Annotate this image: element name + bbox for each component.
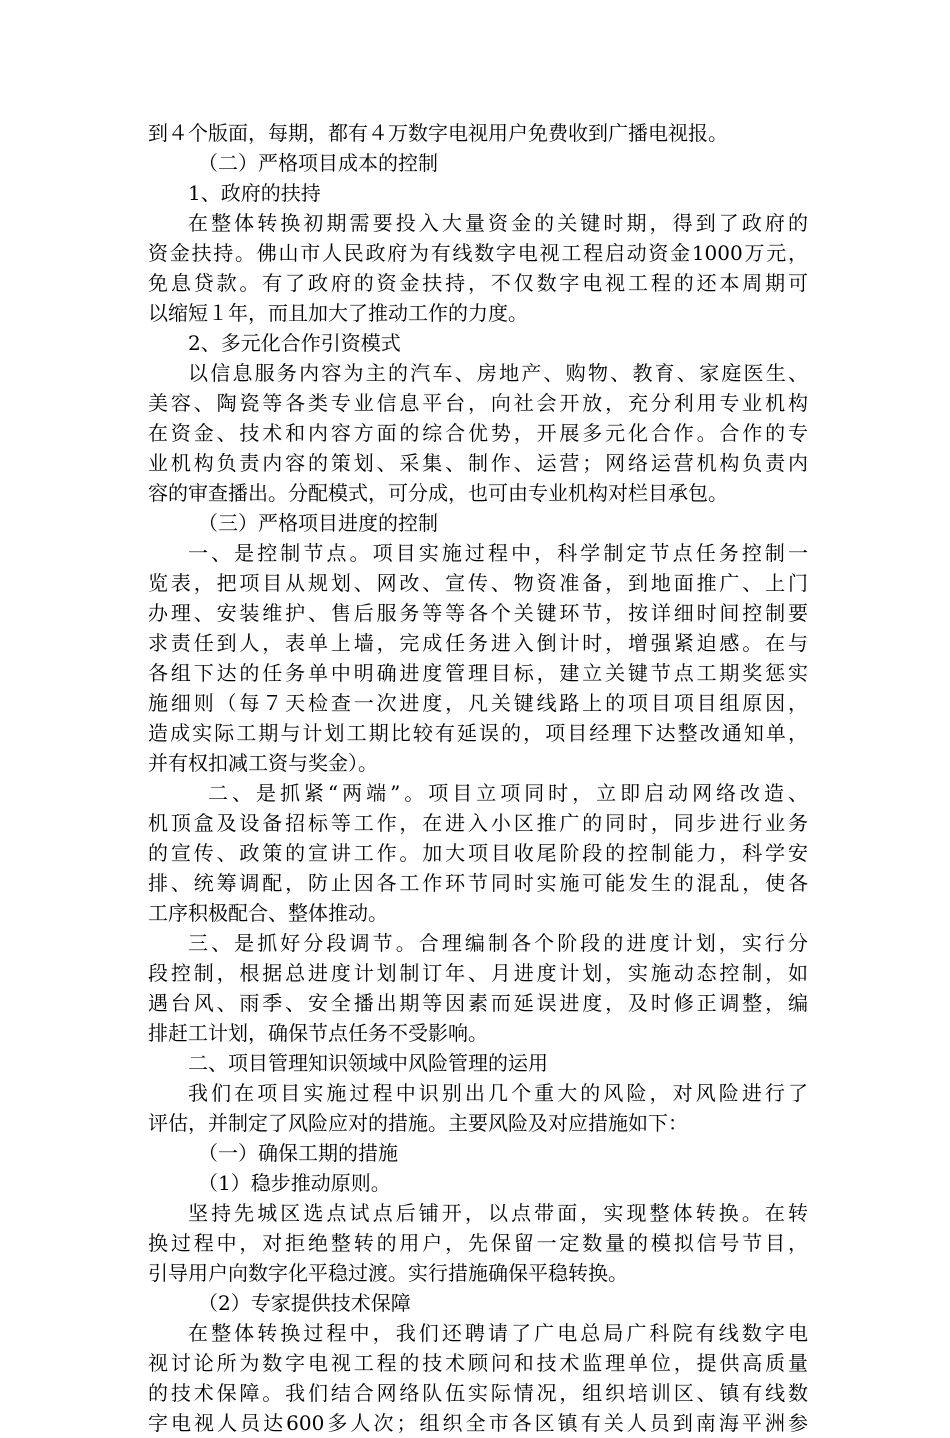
text-line: 览表，把项目从规划、网改、宣传、物资准备，到地面推广、上门 [148, 571, 808, 595]
text-line: 排赶工计划，确保节点任务不受影响。 [148, 1021, 488, 1045]
text-line: 在资金、技术和内容方面的综合优势，开展多元化合作。合作的专 [148, 421, 808, 445]
text-line: 坚持先城区选点试点后铺开，以点带面，实现整体转换。在转 [188, 1201, 808, 1225]
text-line: 段控制，根据总进度计划制订年、月进度计划，实施动态控制，如 [148, 961, 808, 985]
text-line: 1、政府的扶持 [188, 181, 321, 205]
text-line: 二、项目管理知识领域中风险管理的运用 [188, 1051, 548, 1075]
text-line: 到４个版面，每期，都有４万数字电视用户免费收到广播电视报。 [148, 121, 728, 145]
document-body [148, 118, 808, 1438]
text-line: 以信息服务内容为主的汽车、房地产、购物、教育、家庭医生、 [188, 361, 808, 385]
text-line: 2、多元化合作引资模式 [188, 331, 401, 355]
text-line: 免息贷款。有了政府的资金扶持，不仅数字电视工程的还本周期可 [148, 271, 808, 295]
text-line: （一）确保工期的措施 [198, 1141, 398, 1165]
text-line: 业机构负责内容的策划、采集、制作、运营；网络运营机构负责内 [148, 451, 808, 475]
text-line: （二）严格项目成本的控制 [198, 151, 438, 175]
text-line: 引导用户向数字化平稳过渡。实行措施确保平稳转换。 [148, 1261, 628, 1285]
text-line: 视讨论所为数字电视工程的技术顾问和技术监理单位，提供高质量 [148, 1351, 808, 1375]
text-line: （2）专家提供技术保障 [198, 1291, 411, 1315]
text-line: （三）严格项目进度的控制 [198, 511, 438, 535]
text-line: 以缩短１年，而且加大了推动工作的力度。 [148, 301, 528, 325]
text-line: 我们在项目实施过程中识别出几个重大的风险，对风险进行了 [188, 1081, 808, 1105]
text-line: 遇台风、雨季、安全播出期等因素而延误进度，及时修正调整，编 [148, 991, 808, 1015]
text-line: 在整体转换初期需要投入大量资金的关键时期，得到了政府的 [188, 211, 808, 235]
text-line: 造成实际工期与计划工期比较有延误的，项目经理下达整改通知单， [148, 721, 808, 745]
text-line: 求责任到人，表单上墙，完成任务进入倒计时，增强紧迫感。在与 [148, 631, 808, 655]
text-line: 的宣传、政策的宣讲工作。加大项目收尾阶段的控制能力，科学安 [148, 841, 808, 865]
text-line: 评估，并制定了风险应对的措施。主要风险及对应措施如下： [148, 1111, 688, 1135]
text-line: （1）稳步推动原则。 [198, 1171, 391, 1195]
text-line: 美容、陶瓷等各类专业信息平台，向社会开放，充分利用专业机构 [148, 391, 808, 415]
text-line: 一、是控制节点。项目实施过程中，科学制定节点任务控制一 [188, 541, 808, 565]
text-line: 容的审查播出。分配模式，可分成，也可由专业机构对栏目承包。 [148, 481, 728, 505]
text-line: 三、是抓好分段调节。合理编制各个阶段的进度计划，实行分 [188, 931, 808, 955]
text-line: 的技术保障。我们结合网络队伍实际情况，组织培训区、镇有线数 [148, 1381, 808, 1405]
text-line: 施细则（每７天检查一次进度，凡关键线路上的项目项目组原因， [148, 691, 808, 715]
text-line: 在整体转换过程中，我们还聘请了广电总局广科院有线数字电 [188, 1321, 808, 1345]
text-line: 二、是抓紧“两端”。项目立项同时，立即启动网络改造、 [208, 781, 808, 805]
text-line: 并有权扣减工资与奖金）。 [148, 751, 378, 775]
text-line: 各组下达的任务单中明确进度管理目标，建立关键节点工期奖惩实 [148, 661, 808, 685]
text-line: 办理、安装维护、售后服务等等各个关键环节，按详细时间控制要 [148, 601, 808, 625]
text-line: 换过程中，对拒绝整转的用户，先保留一定数量的模拟信号节目， [148, 1231, 808, 1255]
text-line: 机顶盒及设备招标等工作，在进入小区推广的同时，同步进行业务 [148, 811, 808, 835]
text-line: 工序积极配合、整体推动。 [148, 901, 388, 925]
text-line: 排、统筹调配，防止因各工作环节同时实施可能发生的混乱，使各 [148, 871, 808, 895]
text-line: 资金扶持。佛山市人民政府为有线数字电视工程启动资金1000万元， [148, 241, 808, 265]
text-line: 字电视人员达600多人次；组织全市各区镇有关人员到南海平洲参 [148, 1411, 808, 1435]
